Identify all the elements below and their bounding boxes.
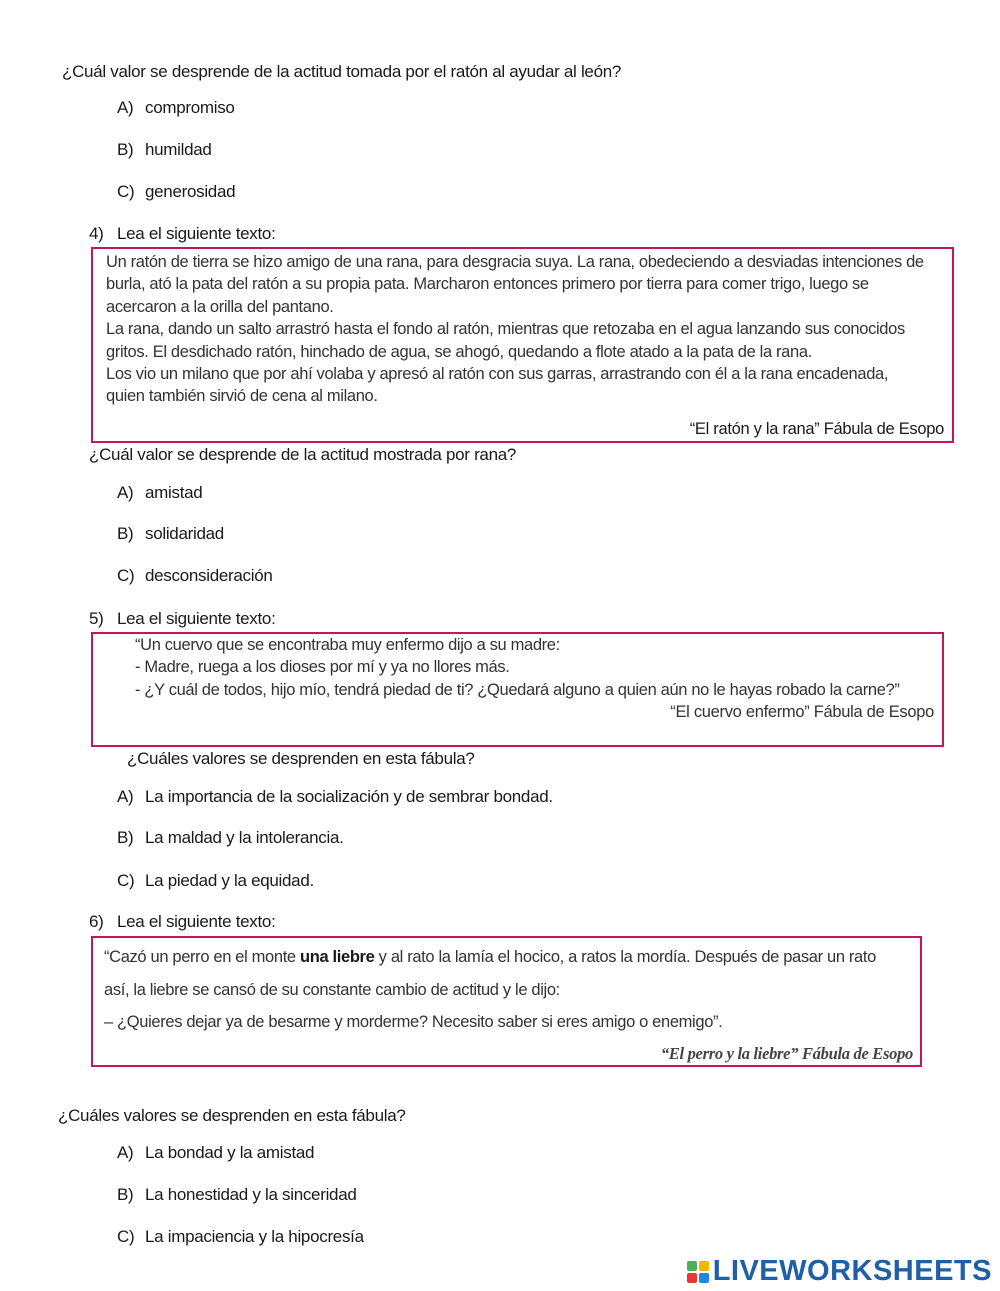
option-letter: C)	[117, 871, 135, 890]
q6-passage-line-2: así, la liebre se cansó de su constante cambio de actitud y le dijo:	[104, 981, 560, 999]
option-text: La piedad y la equidad.	[145, 871, 314, 890]
option-letter: A)	[117, 1143, 134, 1162]
option-letter: A)	[117, 98, 134, 117]
question-number: 5)	[89, 609, 104, 628]
option-text: La maldad y la intolerancia.	[145, 828, 344, 847]
option-letter: C)	[117, 566, 135, 585]
q5-passage-line: “Un cuervo que se encontraba muy enfermo dijo a su madre:	[135, 636, 560, 654]
option-letter: B)	[117, 1185, 134, 1204]
q3-option-c[interactable]	[117, 182, 235, 202]
q6-passage-text: “Cazó un perro en el monte	[104, 948, 300, 966]
q6-instruction: Lea el siguiente texto:	[117, 912, 276, 931]
option-letter: B)	[117, 524, 134, 543]
q4-passage-line: Un ratón de tierra se hizo amigo de una rana, para desgracia suya. La rana, obedeciendo a desviadas intenciones de	[106, 253, 924, 271]
option-text: compromiso	[145, 98, 235, 117]
q3-option-a[interactable]	[117, 98, 235, 118]
logo-tile	[699, 1261, 709, 1271]
q4-passage-line: acercaron a la orilla del pantano.	[106, 298, 334, 316]
logo-tile	[687, 1273, 697, 1283]
q5-option-a[interactable]	[117, 787, 553, 807]
logo-tiles-icon	[687, 1261, 709, 1283]
option-text: solidaridad	[145, 524, 224, 543]
q5-option-c[interactable]	[117, 871, 314, 891]
q6-option-c[interactable]	[117, 1227, 364, 1247]
q4-source: “El ratón y la rana” Fábula de Esopo	[689, 420, 944, 438]
option-letter: C)	[117, 182, 135, 201]
question-number: 6)	[89, 912, 104, 931]
q5-option-b[interactable]	[117, 828, 344, 848]
q5-question: ¿Cuáles valores se desprenden en esta fábula?	[127, 749, 475, 768]
option-text: amistad	[145, 483, 203, 502]
logo-tile	[687, 1261, 697, 1271]
q4-heading	[89, 224, 276, 244]
q6-heading	[89, 912, 276, 932]
q6-option-b[interactable]	[117, 1185, 357, 1205]
q6-passage-line-1	[104, 948, 876, 967]
logo-text: LIVEWORKSHEETS	[712, 1255, 992, 1287]
option-text: generosidad	[145, 182, 236, 201]
q4-passage-line: gritos. El desdichado ratón, hinchado de agua, se ahogó, quedando a flote atado a la pata de la rana.	[106, 343, 812, 361]
option-text: humildad	[145, 140, 212, 159]
q4-option-a[interactable]	[117, 483, 202, 503]
option-text: La bondad y la amistad	[145, 1143, 315, 1162]
q4-option-b[interactable]	[117, 524, 224, 544]
q6-option-a[interactable]	[117, 1143, 314, 1163]
q5-instruction: Lea el siguiente texto:	[117, 609, 276, 628]
option-text: La impaciencia y la hipocresía	[145, 1227, 364, 1246]
option-text: desconsideración	[145, 566, 273, 585]
q6-passage-text: y al rato la lamía el hocico, a ratos la mordía. Después de pasar un rato	[374, 948, 876, 966]
q6-question: ¿Cuáles valores se desprenden en esta fábula?	[58, 1106, 406, 1125]
option-text: La importancia de la socialización y de sembrar bondad.	[145, 787, 553, 806]
logo-tile	[699, 1273, 709, 1283]
q3-option-b[interactable]	[117, 140, 212, 160]
q5-passage-line: - ¿Y cuál de todos, hijo mío, tendrá piedad de ti? ¿Quedará alguno a quien aún no le hayas robado la carne?”	[135, 681, 900, 699]
option-letter: B)	[117, 140, 134, 159]
option-text: La honestidad y la sinceridad	[145, 1185, 357, 1204]
liveworksheets-logo[interactable]	[687, 1255, 992, 1288]
q4-option-c[interactable]	[117, 566, 273, 586]
q4-instruction: Lea el siguiente texto:	[117, 224, 276, 243]
option-letter: A)	[117, 483, 134, 502]
q5-source: “El cuervo enfermo” Fábula de Esopo	[670, 703, 934, 721]
q6-source: “El perro y la liebre” Fábula de Esopo	[660, 1044, 913, 1063]
q3-question: ¿Cuál valor se desprende de la actitud tomada por el ratón al ayudar al león?	[62, 62, 622, 81]
option-letter: C)	[117, 1227, 135, 1246]
q4-passage-line: quien también sirvió de cena al milano.	[106, 387, 378, 405]
q6-passage-bold: una liebre	[300, 948, 375, 966]
q4-passage-line: Los vio un milano que por ahí volaba y apresó al ratón con sus garras, arrastrando con él a la rana encadenada,	[106, 365, 889, 383]
q5-passage-line: - Madre, ruega a los dioses por mí y ya no llores más.	[135, 658, 510, 676]
question-number: 4)	[89, 224, 104, 243]
option-letter: B)	[117, 828, 134, 847]
q5-heading	[89, 609, 276, 629]
q4-passage-line: burla, ató la pata del ratón a su propia pata. Marcharon entonces primero por tierra para comer trigo, luego se	[106, 275, 869, 293]
q4-question: ¿Cuál valor se desprende de la actitud mostrada por rana?	[89, 445, 517, 464]
q6-passage-line-3: – ¿Quieres dejar ya de besarme y morderme? Necesito saber si eres amigo o enemigo”.	[104, 1013, 723, 1031]
q4-passage-line: La rana, dando un salto arrastró hasta el fondo al ratón, mientras que retozaba en el agua lanzando sus conocidos	[106, 320, 905, 338]
option-letter: A)	[117, 787, 134, 806]
